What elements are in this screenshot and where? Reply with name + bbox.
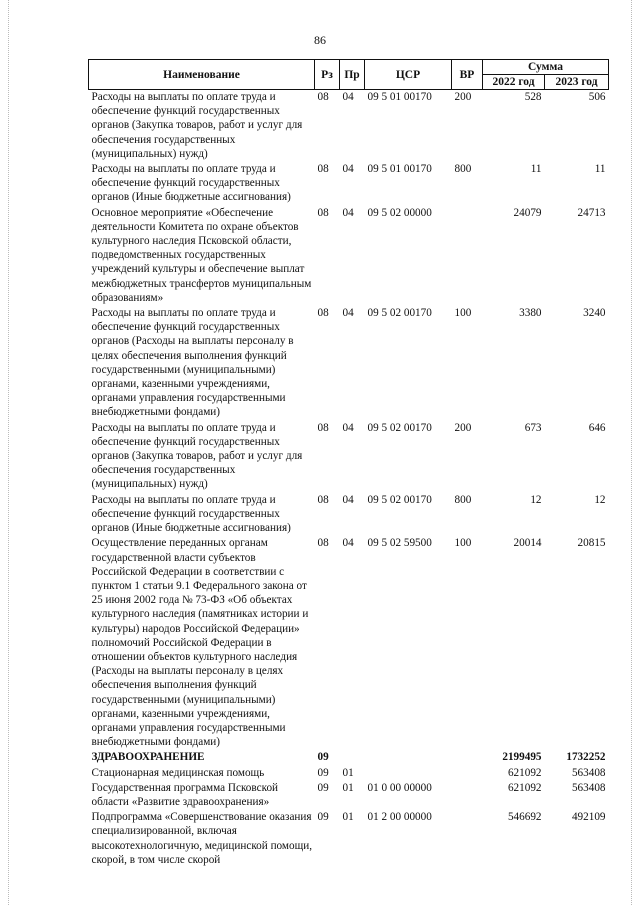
cell-2022: 621092 — [507, 781, 542, 794]
cell-pr: 01 — [342, 766, 354, 779]
cell-pr: 01 — [342, 811, 354, 824]
cell-2023: 1732252 — [566, 751, 606, 764]
cell-2023: 12 — [594, 493, 606, 506]
cell-csr — [365, 766, 452, 781]
cell-pr: 04 — [342, 421, 354, 434]
header-year-2022: 2022 год — [483, 75, 545, 90]
cell-name: Государственная программа Псковской области «Развитие здравоохранения» — [91, 781, 279, 808]
cell-vr — [452, 810, 483, 868]
cell-name: Стационарная медицинская помощь — [91, 766, 265, 779]
cell-pr: 04 — [342, 307, 354, 320]
cell-rz: 09 — [317, 751, 329, 764]
cell-vr: 800 — [454, 163, 472, 176]
cell-vr — [452, 766, 483, 781]
table-row — [89, 493, 609, 537]
cell-rz: 08 — [317, 537, 329, 550]
cell-pr: 04 — [342, 206, 354, 219]
cell-vr: 800 — [454, 493, 472, 506]
cell-name: Расходы на выплаты по оплате труда и обеспечение функций государственных органов (Иные бюджетные ассигнования) — [91, 493, 291, 535]
cell-2022: 546692 — [507, 811, 542, 824]
cell-vr — [452, 781, 483, 810]
cell-2023: 646 — [588, 421, 606, 434]
cell-name: Расходы на выплаты по оплате труда и обеспечение функций государственных органов (Расходы на выплаты персоналу в целях обеспечения выполнения функций государственными (муниципальными) органами, казенными учреждениями, органами управления государственными внебюджетными фондами) — [91, 307, 294, 419]
cell-pr: 01 — [342, 781, 354, 794]
cell-vr: 100 — [454, 537, 472, 550]
cell-csr: 09 5 02 00170 — [367, 421, 432, 434]
table-row — [89, 810, 609, 868]
table-row — [89, 536, 609, 750]
cell-2023: 492109 — [571, 811, 606, 824]
page-number: 86 — [314, 33, 326, 47]
cell-name: Расходы на выплаты по оплате труда и обеспечение функций государственных органов (Закупка товаров, работ и услуг для обеспечения государственных (муниципальных) нужд) — [91, 91, 303, 160]
cell-2023: 11 — [594, 163, 606, 176]
header-pr: Пр — [340, 60, 365, 90]
cell-rz: 08 — [317, 307, 329, 320]
cell-vr — [452, 206, 483, 306]
cell-2022: 673 — [524, 421, 542, 434]
cell-csr: 09 5 02 59500 — [367, 537, 432, 550]
cell-rz: 08 — [317, 206, 329, 219]
cell-rz: 08 — [317, 163, 329, 176]
page-edge-left — [8, 0, 9, 905]
cell-rz: 08 — [317, 493, 329, 506]
cell-vr: 200 — [454, 91, 472, 103]
cell-2023: 563408 — [571, 781, 606, 794]
cell-csr: 01 0 00 00000 — [367, 781, 432, 794]
table-row — [89, 766, 609, 781]
cell-2023: 3240 — [583, 307, 606, 320]
cell-name: ЗДРАВООХРАНЕНИЕ — [91, 751, 205, 764]
cell-csr: 01 2 00 00000 — [367, 811, 432, 824]
cell-pr: 04 — [342, 493, 354, 506]
cell-csr: 09 5 01 00170 — [367, 163, 432, 176]
cell-rz: 08 — [317, 91, 329, 103]
cell-vr: 200 — [454, 421, 472, 434]
cell-vr: 100 — [454, 307, 472, 320]
cell-2022: 11 — [530, 163, 542, 176]
header-vr: ВР — [452, 60, 483, 90]
cell-csr: 09 5 02 00170 — [367, 493, 432, 506]
header-rz: Рз — [315, 60, 340, 90]
cell-2022: 2199495 — [502, 751, 542, 764]
cell-2022: 12 — [530, 493, 542, 506]
header-sum: Сумма — [483, 60, 609, 75]
cell-csr: 09 5 02 00000 — [367, 206, 432, 219]
table-row — [89, 781, 609, 810]
cell-rz: 09 — [317, 766, 329, 779]
cell-2023: 20815 — [577, 537, 606, 550]
table-row — [89, 90, 609, 163]
cell-name: Осуществление переданных органам государственной власти субъектов Российской Федерации в соответствии с пунктом 1 статьи 9.1 Федерального закона от 25 июня 2002 года № 73-ФЗ «Об объектах культурного наследия (памятниках истории и культуры) народов Российской Федерации» полномочий Российской Федерации в отношении объектов культурного наследия (Расходы на выплаты персоналу в целях обеспечения выполнения функций государственными (муниципальными) органами, казенными учреждениями, органами управления государственными внебюджетными фондами) — [91, 537, 309, 749]
cell-pr: 04 — [342, 537, 354, 550]
cell-csr: 09 5 01 00170 — [367, 91, 432, 103]
cell-name: Расходы на выплаты по оплате труда и обеспечение функций государственных органов (Закупка товаров, работ и услуг для обеспечения государственных (муниципальных) нужд) — [91, 421, 303, 491]
header-year-2023: 2023 год — [545, 75, 609, 90]
cell-2023: 24713 — [577, 206, 606, 219]
cell-csr: 09 5 02 00170 — [367, 307, 432, 320]
cell-2022: 3380 — [519, 307, 542, 320]
cell-rz: 09 — [317, 811, 329, 824]
cell-rz: 08 — [317, 421, 329, 434]
cell-pr: 04 — [342, 163, 354, 176]
cell-2022: 20014 — [513, 537, 542, 550]
cell-pr — [340, 750, 365, 765]
table-row — [89, 206, 609, 306]
cell-2022: 621092 — [507, 766, 542, 779]
cell-vr — [452, 750, 483, 765]
header-csr: ЦСР — [365, 60, 452, 90]
cell-name: Расходы на выплаты по оплате труда и обеспечение функций государственных органов (Иные бюджетные ассигнования) — [91, 163, 291, 204]
table-row — [89, 750, 609, 765]
cell-rz: 09 — [317, 781, 329, 794]
table-row — [89, 306, 609, 421]
cell-name: Подпрограмма «Совершенствование оказания специализированной, включая высокотехнологичную, медицинской помощи, скорой, в том числе скорой — [91, 811, 313, 866]
table-row — [89, 162, 609, 206]
cell-2022: 24079 — [513, 206, 542, 219]
header-name: Наименование — [89, 60, 315, 90]
page-edge-right — [631, 0, 632, 905]
cell-csr — [365, 750, 452, 765]
table-body — [89, 90, 609, 868]
cell-pr: 04 — [342, 91, 354, 103]
budget-table — [88, 59, 609, 868]
cell-2022: 528 — [524, 91, 542, 103]
cell-2023: 506 — [588, 91, 606, 103]
cell-2023: 563408 — [571, 766, 606, 779]
cell-name: Основное мероприятие «Обеспечение деятельности Комитета по охране объектов культурного наследия Псковской области, подведомственных государственных учреждений культуры и обеспечение выплат межбюджетных трансфертов муниципальным образованиям» — [91, 206, 312, 304]
table-row — [89, 421, 609, 493]
